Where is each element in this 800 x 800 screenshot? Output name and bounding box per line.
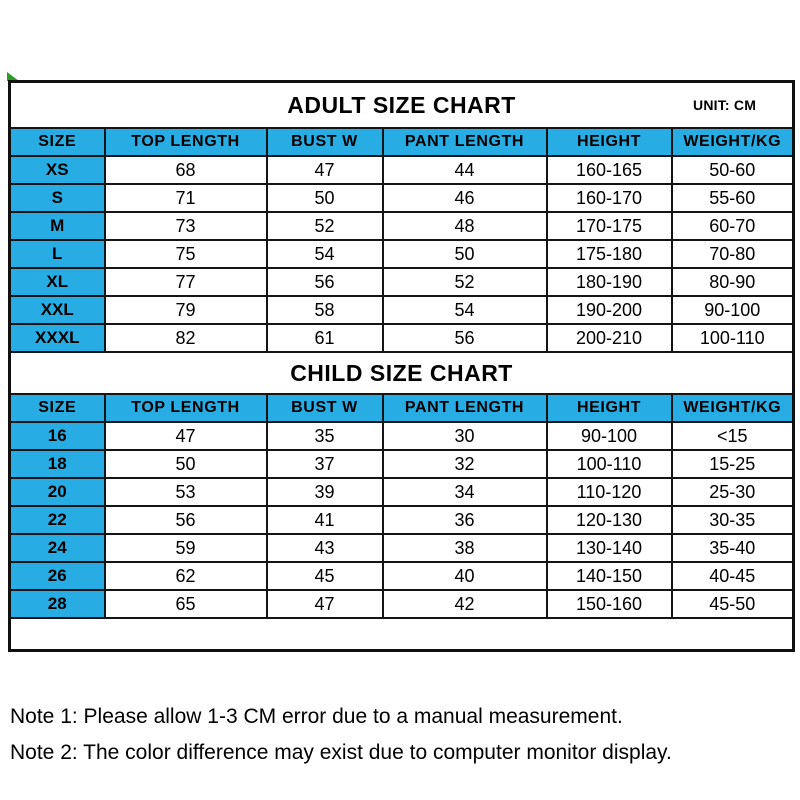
value-cell: 58: [267, 296, 383, 324]
value-cell: 47: [267, 590, 383, 618]
value-cell: 45: [267, 562, 383, 590]
adult-row-xxxl: [10, 324, 794, 352]
child-row-20: [10, 478, 794, 506]
value-cell: 65: [105, 590, 267, 618]
column-header-pant-length: PANT LENGTH: [383, 394, 547, 422]
value-cell: 60-70: [672, 212, 794, 240]
value-cell: 71: [105, 184, 267, 212]
value-cell: 43: [267, 534, 383, 562]
size-cell: XXL: [10, 296, 105, 324]
column-header-weight: WEIGHT/KG: [672, 128, 794, 156]
value-cell: 50: [105, 450, 267, 478]
value-cell: 41: [267, 506, 383, 534]
column-header-height: HEIGHT: [547, 128, 672, 156]
column-header-top-length: TOP LENGTH: [105, 128, 267, 156]
value-cell: 68: [105, 156, 267, 184]
value-cell: 190-200: [547, 296, 672, 324]
value-cell: 39: [267, 478, 383, 506]
note-1: Note 1: Please allow 1-3 CM error due to a manual measurement.: [10, 705, 623, 728]
note-2: Note 2: The color difference may exist due to computer monitor display.: [10, 741, 672, 764]
value-cell: 40: [383, 562, 547, 590]
value-cell: 35-40: [672, 534, 794, 562]
adult-row-xxl: [10, 296, 794, 324]
value-cell: 50: [383, 240, 547, 268]
child-row-24: [10, 534, 794, 562]
size-chart-table-wrap: [8, 80, 792, 652]
value-cell: 82: [105, 324, 267, 352]
value-cell: 54: [383, 296, 547, 324]
child-row-28: [10, 590, 794, 618]
column-header-bust-w: BUST W: [267, 394, 383, 422]
adult-title-row: [10, 82, 794, 129]
size-cell: 28: [10, 590, 105, 618]
value-cell: 35: [267, 422, 383, 450]
value-cell: <15: [672, 422, 794, 450]
value-cell: 38: [383, 534, 547, 562]
adult-row-xs: [10, 156, 794, 184]
adult-row-l: [10, 240, 794, 268]
value-cell: 90-100: [547, 422, 672, 450]
value-cell: 100-110: [547, 450, 672, 478]
value-cell: 90-100: [672, 296, 794, 324]
value-cell: 44: [383, 156, 547, 184]
column-header-weight: WEIGHT/KG: [672, 394, 794, 422]
size-cell: 22: [10, 506, 105, 534]
child-title-cell: [10, 352, 794, 394]
value-cell: 110-120: [547, 478, 672, 506]
unit-label: UNIT: CM: [693, 97, 757, 113]
value-cell: 47: [267, 156, 383, 184]
adult-row-xl: [10, 268, 794, 296]
column-header-size: SIZE: [10, 128, 105, 156]
child-header-row: [10, 394, 794, 422]
size-cell: 20: [10, 478, 105, 506]
child-row-18: [10, 450, 794, 478]
value-cell: 75: [105, 240, 267, 268]
value-cell: 175-180: [547, 240, 672, 268]
value-cell: 150-160: [547, 590, 672, 618]
value-cell: 200-210: [547, 324, 672, 352]
child-title-row: [10, 352, 794, 394]
value-cell: 180-190: [547, 268, 672, 296]
value-cell: 45-50: [672, 590, 794, 618]
column-header-pant-length: PANT LENGTH: [383, 128, 547, 156]
value-cell: 32: [383, 450, 547, 478]
empty-cell: [10, 618, 794, 651]
value-cell: 52: [383, 268, 547, 296]
value-cell: 48: [383, 212, 547, 240]
value-cell: 53: [105, 478, 267, 506]
value-cell: 59: [105, 534, 267, 562]
value-cell: 79: [105, 296, 267, 324]
value-cell: 56: [105, 506, 267, 534]
value-cell: 56: [267, 268, 383, 296]
value-cell: 160-170: [547, 184, 672, 212]
value-cell: 37: [267, 450, 383, 478]
child-row-22: [10, 506, 794, 534]
value-cell: 160-165: [547, 156, 672, 184]
value-cell: 36: [383, 506, 547, 534]
value-cell: 73: [105, 212, 267, 240]
adult-title-cell: [10, 82, 794, 129]
value-cell: 80-90: [672, 268, 794, 296]
column-header-top-length: TOP LENGTH: [105, 394, 267, 422]
value-cell: 15-25: [672, 450, 794, 478]
value-cell: 62: [105, 562, 267, 590]
size-cell: 24: [10, 534, 105, 562]
notes: [10, 699, 672, 771]
value-cell: 55-60: [672, 184, 794, 212]
value-cell: 120-130: [547, 506, 672, 534]
value-cell: 34: [383, 478, 547, 506]
adult-chart-title: ADULT SIZE CHART: [287, 91, 516, 118]
size-cell: S: [10, 184, 105, 212]
value-cell: 61: [267, 324, 383, 352]
value-cell: 30: [383, 422, 547, 450]
value-cell: 46: [383, 184, 547, 212]
child-row-16: [10, 422, 794, 450]
value-cell: 50-60: [672, 156, 794, 184]
value-cell: 50: [267, 184, 383, 212]
child-chart-title: CHILD SIZE CHART: [290, 359, 513, 386]
adult-header-row: [10, 128, 794, 156]
value-cell: 52: [267, 212, 383, 240]
value-cell: 54: [267, 240, 383, 268]
value-cell: 30-35: [672, 506, 794, 534]
size-cell: L: [10, 240, 105, 268]
size-chart-table: [8, 80, 795, 652]
size-cell: XL: [10, 268, 105, 296]
value-cell: 170-175: [547, 212, 672, 240]
value-cell: 56: [383, 324, 547, 352]
adult-row-s: [10, 184, 794, 212]
value-cell: 130-140: [547, 534, 672, 562]
size-cell: 18: [10, 450, 105, 478]
value-cell: 47: [105, 422, 267, 450]
value-cell: 25-30: [672, 478, 794, 506]
child-row-26: [10, 562, 794, 590]
size-cell: M: [10, 212, 105, 240]
value-cell: 100-110: [672, 324, 794, 352]
column-header-size: SIZE: [10, 394, 105, 422]
value-cell: 42: [383, 590, 547, 618]
value-cell: 40-45: [672, 562, 794, 590]
value-cell: 70-80: [672, 240, 794, 268]
value-cell: 140-150: [547, 562, 672, 590]
column-header-height: HEIGHT: [547, 394, 672, 422]
adult-row-m: [10, 212, 794, 240]
size-cell: XS: [10, 156, 105, 184]
empty-bottom-row: [10, 618, 794, 651]
size-cell: 16: [10, 422, 105, 450]
size-cell: XXXL: [10, 324, 105, 352]
size-cell: 26: [10, 562, 105, 590]
column-header-bust-w: BUST W: [267, 128, 383, 156]
value-cell: 77: [105, 268, 267, 296]
